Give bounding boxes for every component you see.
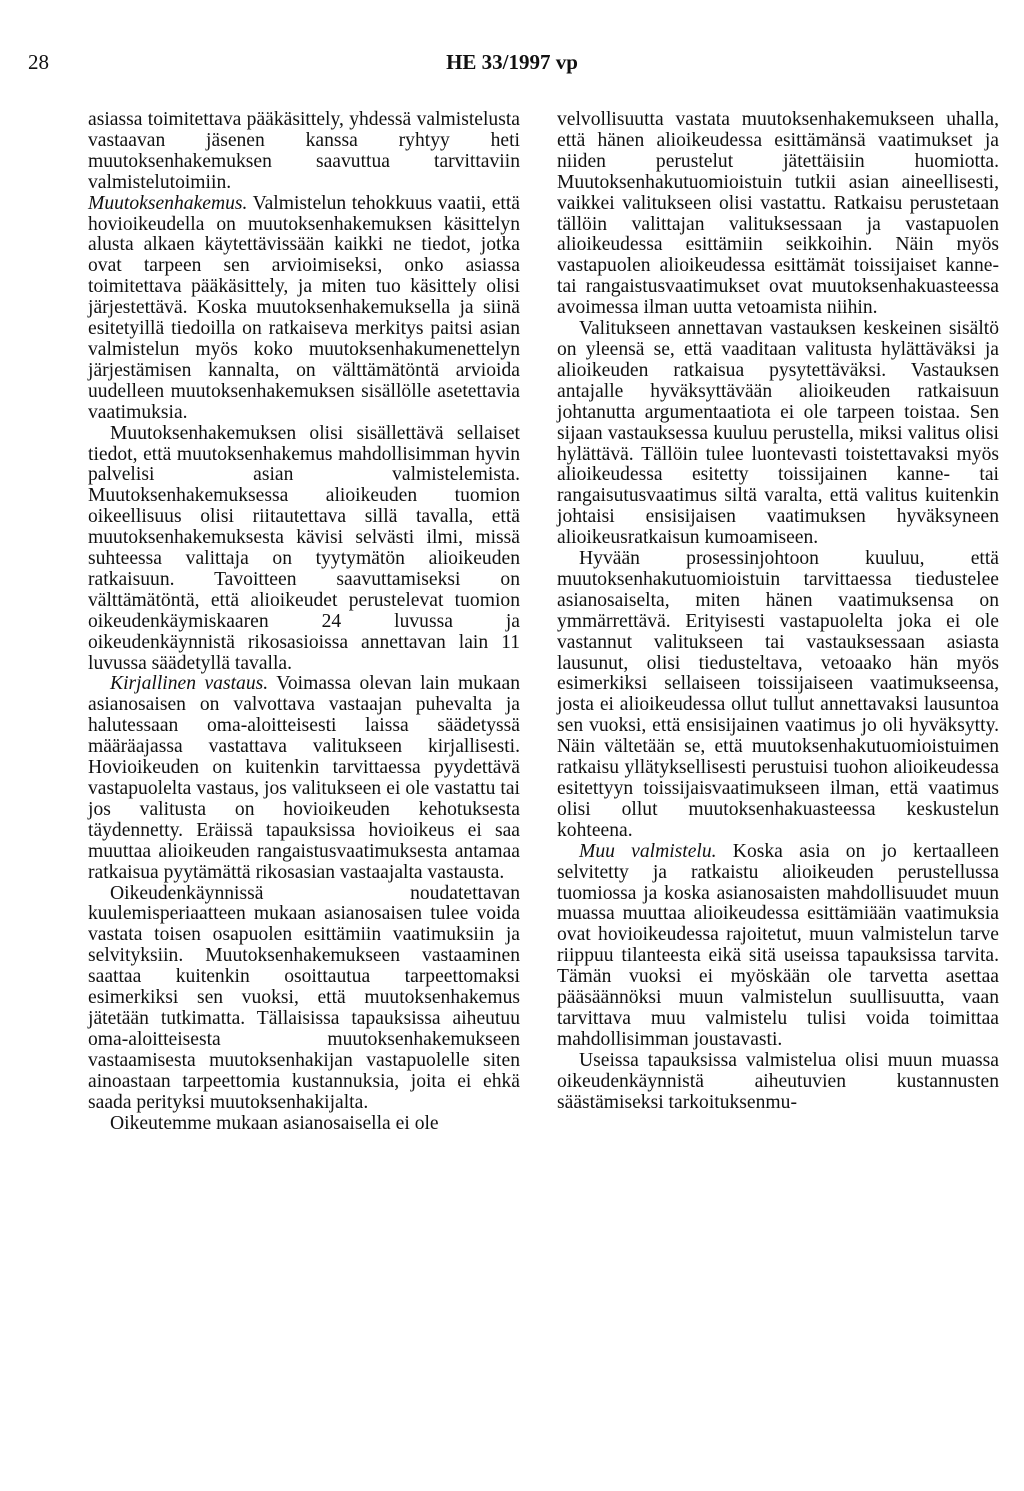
paragraph [88,194,520,424]
paragraph: Hyvään prosessinjohtoon kuuluu, että muutoksenhakutuomioistuin tarvittaessa tiedustelee asianosaiselta, miten hänen vaatimuksensa on ymmärrettävä. Erityisesti vastapuolelta joka ei ole vastannut valitukseen tai vastauksessaan asiasta lausunut, olisi tiedusteltava, vetoaako hän myös esimerkiksi sellaiseen toissijaiseen vaatimukseensa, josta ei alioikeudessa ollut tullut annettavaksi lausuntoa sen vuoksi, että ensisijainen vaatimus jo oli hyväksytty. Näin vältetään se, että muutoksenhakutuomioistuimen ratkaisu yllätyksellisesti perustuisi tuohon alioikeudessa esitettyyn toissijaisvaatimukseen ilman, että vaatimus olisi ollut muutoksenhakuasteessa keskustelun kohteena. [557,548,999,841]
page-number: 28 [28,50,49,74]
paragraph-text: Voimassa olevan lain mukaan asianosaisen on valvottava vastaajan puhevalta ja halutessaan oma-aloitteisesti laissa säädetyssä määräajassa vastattava valitukseen kirjallisesti. Hovioikeuden on kuitenkin tarvittaessa pyydettävä vastapuolelta vastaus, jos valitukseen ei ole vastattu tai jos valitusta on hovioikeuden kehotuksesta täydennetty. Eräissä tapauksissa hovioikeus ei saa muuttaa alioikeuden rangaistusvaatimuksesta antamaa ratkaisua pyytämättä rikosasian vastaajalta vastausta. [88,673,520,883]
paragraph [88,674,520,883]
document-id: HE 33/1997 vp [446,50,578,74]
section-heading: Kirjallinen vastaus. [110,673,269,695]
paragraph: velvollisuutta vastata muutoksenhakemukseen uhalla, että hänen alioikeudessa esittämänsä vaatimukset ja niiden perustelut jätettäisiin huomiotta. Muutoksenhakutuomioistuin tutkii asian aineellisesti, vaikkei valitukseen olisi vastattu. Ratkaisu perustetaan tällöin valittajan valituksessaan ja vastapuolen alioikeudessa esittämiin seikkoihin. Näin myös vastapuolen alioikeudessa esittämät toissijaiset kanne- tai rangaistusvaatimukset ovat muutoksenhakuasteessa avoimessa ilman uutta vetoamista niihin. [557,109,999,319]
paragraph: Oikeudenkäynnissä noudatettavan kuulemisperiaatteen mukaan asianosaisen tulee voida vastata toisen osapuolen esittämiin vaatimuksiin ja selvityksiin. Muutoksenhakemukseen vastaaminen saattaa kuitenkin osoittautua tarpeettomaksi esimerkiksi sen vuoksi, että muutoksenhakemus jätetään tutkimatta. Tällaisissa tapauksissa aiheutuu oma-aloitteisesta muutoksenhakemukseen vastaamisesta muutoksenhakijan vastapuolelle siten ainoastaan tarpeettomia kustannuksia, joita ei ehkä saada perityksi muutoksenhakijalta. [88,882,520,1113]
section-heading: Muutoksenhakemus. [88,192,248,214]
paragraph: Muutoksenhakemuksen olisi sisällettävä sellaiset tiedot, että muutoksenhakemus mahdollisimman hyvin palvelisi asian valmistelemista. Muutoksenhakemuksessa alioikeuden tuomion oikeellisuus olisi riitautettava sillä tavalla, että muutoksenhakemuksesta kävisi selvästi ilmi, missä suhteessa valittaja on tyytymätön alioikeuden ratkaisuun. Tavoitteen saavuttamiseksi on välttämätöntä, että alioikeudet perustelevat tuomion oikeudenkäymiskaaren 24 luvussa ja oikeudenkäynnistä rikosasioissa annettavan lain 11 luvussa säädetyllä tavalla. [88,422,520,674]
paragraph [557,842,999,1051]
paragraph: asiassa toimitettava pääkäsittely, yhdessä valmistelusta vastaavan jäsenen kanssa ryhtyy heti muutoksenhakemuksen saavuttua tarvittaviin valmistelutoimiin. [88,109,520,193]
page-header [0,50,1024,80]
paragraph: Valitukseen annettavan vastauksen keskeinen sisältö on yleensä se, että vaaditaan valitusta hylättäväksi ja alioikeuden ratkaisua pysytettäväksi. Vastauksen antajalle hyväksyttävään alioikeuden ratkaisuun johtanutta argumentaatiota ei ole tarpeen toistaa. Sen sijaan vastauksessa kuuluu perustella, miksi valitus olisi hylättävä. Tällöin tulee luontevasti toistettavaksi myös alioikeudessa esitetty toissijainen kanne- tai rangaisutusvaatimus siltä varalta, että valitus kuitenkin johtaisi ensisijaisen vaatimuksen hyväksyneen alioikeusratkaisun kumoamiseen. [557,318,999,549]
right-column [557,110,999,1114]
paragraph-text: Valmistelun tehokkuus vaatii, että hovioikeudella on muutoksenhakemuksen käsittelyn alusta alkaen käytettävissään kaikki ne tiedot, jotka ovat tarpeen sen arvioimiseksi, onko asiassa toimitettava pääkäsittely, ja miten tuo käsittely olisi järjestettävä. Koska muutoksenhakemuksella ja siinä esitetyillä tiedoilla on ratkaiseva merkitys paitsi asian valmistelun myös koko muutoksenhakumenettelyn järjestämisen kannalta, on välttämätöntä arvioida uudelleen muutoksenhakemuksen sisällölle asetettavia vaatimuksia. [88,192,520,423]
paragraph-text: Koska asia on jo kertaalleen selvitetty ja ratkaistu alioikeuden perustellussa tuomiossa ja koska asianosaisten mahdollisuudet muun muassa muuttaa alioikeudessa esittämiään vaatimuksia ovat hovioikeudessa rajoitetut, muun valmistelun tarve riippuu tilanteesta eikä sitä useissa tapauksissa tarvita. Tämän vuoksi ei myöskään ole tarvetta asettaa pääsäännöksi muun valmistelun suullisuutta, vaan tarvittava muu valmistelu tulisi voida toimittaa mahdollisimman joustavasti. [557,840,999,1050]
left-column [88,110,520,1134]
paragraph: Useissa tapauksissa valmistelua olisi muun muassa oikeudenkäynnistä aiheutuvien kustannusten säästämiseksi tarkoituksenmu- [557,1049,999,1113]
section-heading: Muu valmistelu. [579,840,717,862]
paragraph: Oikeutemme mukaan asianosaisella ei ole [110,1112,439,1134]
